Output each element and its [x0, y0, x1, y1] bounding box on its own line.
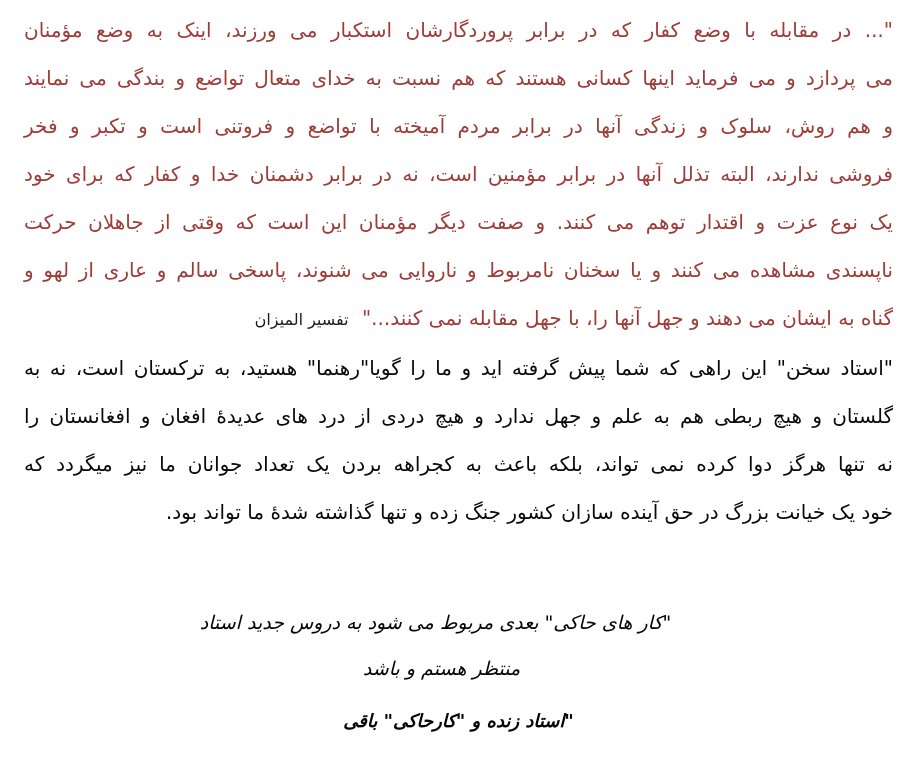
quote-line: یک نوع عزت و اقتدار توهم می کنند. و صفت دیگر مؤمنان این است که وقتی از جاهلان حرکت — [24, 210, 893, 234]
commentary-last-line: خود یک خیانت بزرگ در حق آینده سازان کشور جنگ زده و تنها گذاشته شدهٔ ما تواند بود. — [165, 500, 893, 524]
commentary-line: گلستان و هیچ ربطی هم به علم و جهل ندارد و هیچ دردی از درد های عدیدهٔ افغان و افغانستان را — [24, 404, 893, 428]
quote-line: می پردازد و می فرماید اینها کسانی هستند که هم نسبت به خدای متعال تواضع و بندگی می نمایند — [24, 66, 893, 90]
quote-line: و هم روش، سلوک و زندگی آنها در برابر مردم آمیخته با تواضع و فروتنی است و تکبر و فخر — [24, 114, 893, 138]
quote-line: فروشی ندارند، البته تذلل آنها در برابر مؤمنین است، نه در برابر دشمنان خدا و کفار که برای خود — [24, 162, 893, 186]
quote-line: "... در مقابله با وضع کفار که در برابر پروردگارشان استکبار می ورزند، اینک به وضع مؤمنان — [24, 18, 893, 42]
quote-line: ناپسندی مشاهده می کنند و یا سخنان نامربوط و ناروایی می شنوند، پاسخی سالم و عاری از لهو و — [24, 258, 893, 282]
quote-last-line — [24, 294, 893, 344]
signature-block — [24, 606, 893, 738]
signature-line-1: "کار های حاکی" بعدی مربوط می شود به دروس جدید استاد — [199, 612, 672, 634]
quote-closing-text: گناه به ایشان می دهند و جهل آنها را، با جهل مقابله نمی کنند..." — [361, 306, 893, 330]
commentary-line: نه تنها هرگز دوا کرده نمی تواند، بلکه باعث به کجراهه بردن یک تعداد جوانان ما نیز میگردد که — [24, 452, 893, 476]
tafsir-quote-paragraph — [24, 6, 893, 344]
tafsir-source-label: تفسیر المیزان — [254, 310, 349, 329]
commentary-line: "استاد سخن" این راهی که شما پیش گرفته اید و ما را گویا"رهنما" هستید، به ترکستان است، نه به — [24, 356, 893, 380]
signature-line-2: منتظر هستم و باشد — [362, 658, 521, 680]
signature-line-3: "استاد زنده و "کارحاکی" باقی — [343, 711, 574, 732]
commentary-paragraph — [24, 344, 893, 536]
